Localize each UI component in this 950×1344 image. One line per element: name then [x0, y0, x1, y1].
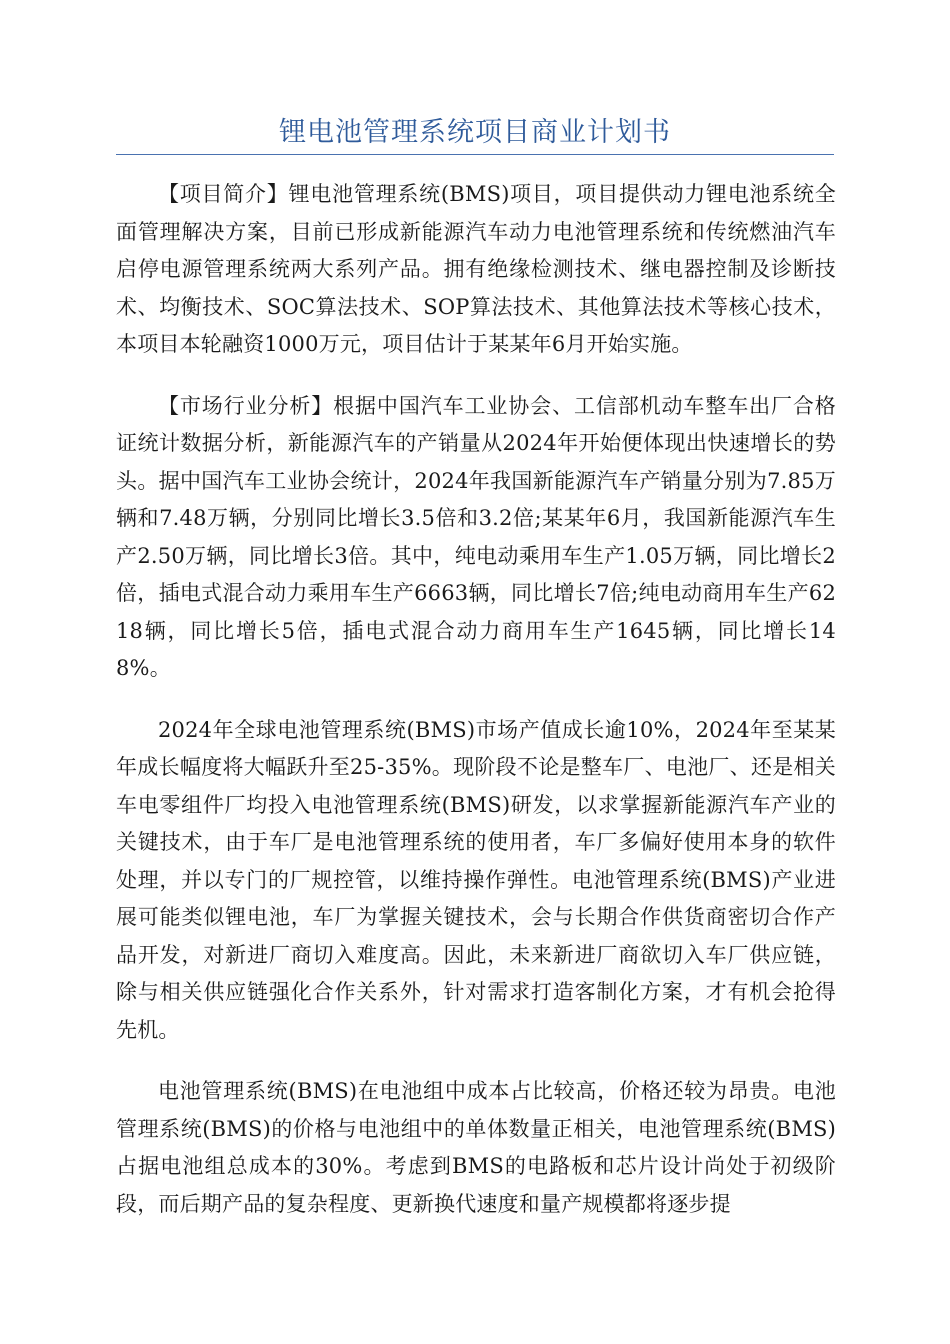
paragraph-project-intro: 【项目简介】锂电池管理系统(BMS)项目，项目提供动力锂电池系统全面管理解决方案，目前已形成新能源汽车动力电池管理系统和传统燃油汽车启停电源管理系统两大系列产品。拥有绝缘检测技术、继电器控制及诊断技术、均衡技术、SOC算法技术、SOP算法技术、其他算法技术等核心技术，本项目本轮融资1000万元，项目估计于某某年6月开始实施。	[116, 182, 836, 356]
paragraph-global-bms-market: 2024年全球电池管理系统(BMS)市场产值成长逾10%，2024年至某某年成长幅度将大幅跃升至25-35%。现阶段不论是整车厂、电池厂、还是相关车电零组件厂均投入电池管理系统(BMS)研发，以求掌握新能源汽车产业的关键技术，由于车厂是电池管理系统的使用者，车厂多偏好使用本身的软件处理，并以专门的厂规控管，以维持操作弹性。电池管理系统(BMS)产业进展可能类似锂电池，车厂为掌握关键技术，会与长期合作供货商密切合作产品开发，对新进厂商切入难度高。因此，未来新进厂商欲切入车厂供应链，除与相关供应链强化合作关系外，针对需求打造客制化方案，才有机会抢得先机。	[116, 717, 836, 1042]
paragraph-market-analysis: 【市场行业分析】根据中国汽车工业协会、工信部机动车整车出厂合格证统计数据分析，新能源汽车的产销量从2024年开始便体现出快速增长的势头。据中国汽车工业协会统计，2024年我国新能源汽车产销量分别为7.85万辆和7.48万辆，分别同比增长3.5倍和3.2倍;某某年6月，我国新能源汽车生产2.50万辆，同比增长3倍。其中，纯电动乘用车生产1.05万辆，同比增长2倍，插电式混合动力乘用车生产6663辆，同比增长7倍;纯电动商用车生产6218辆，同比增长5倍，插电式混合动力商用车生产1645辆，同比增长148%。	[116, 393, 836, 680]
document-body	[116, 176, 836, 1223]
paragraph-bms-cost: 电池管理系统(BMS)在电池组中成本占比较高，价格还较为昂贵。电池管理系统(BMS)的价格与电池组中的单体数量正相关，电池管理系统(BMS)占据电池组总成本的30%。考虑到BMS的电路板和芯片设计尚处于初级阶段，而后期产品的复杂程度、更新换代速度和量产规模都将逐步提	[116, 1079, 836, 1216]
title-underline	[116, 154, 834, 155]
document-title: 锂电池管理系统项目商业计划书	[279, 117, 671, 148]
